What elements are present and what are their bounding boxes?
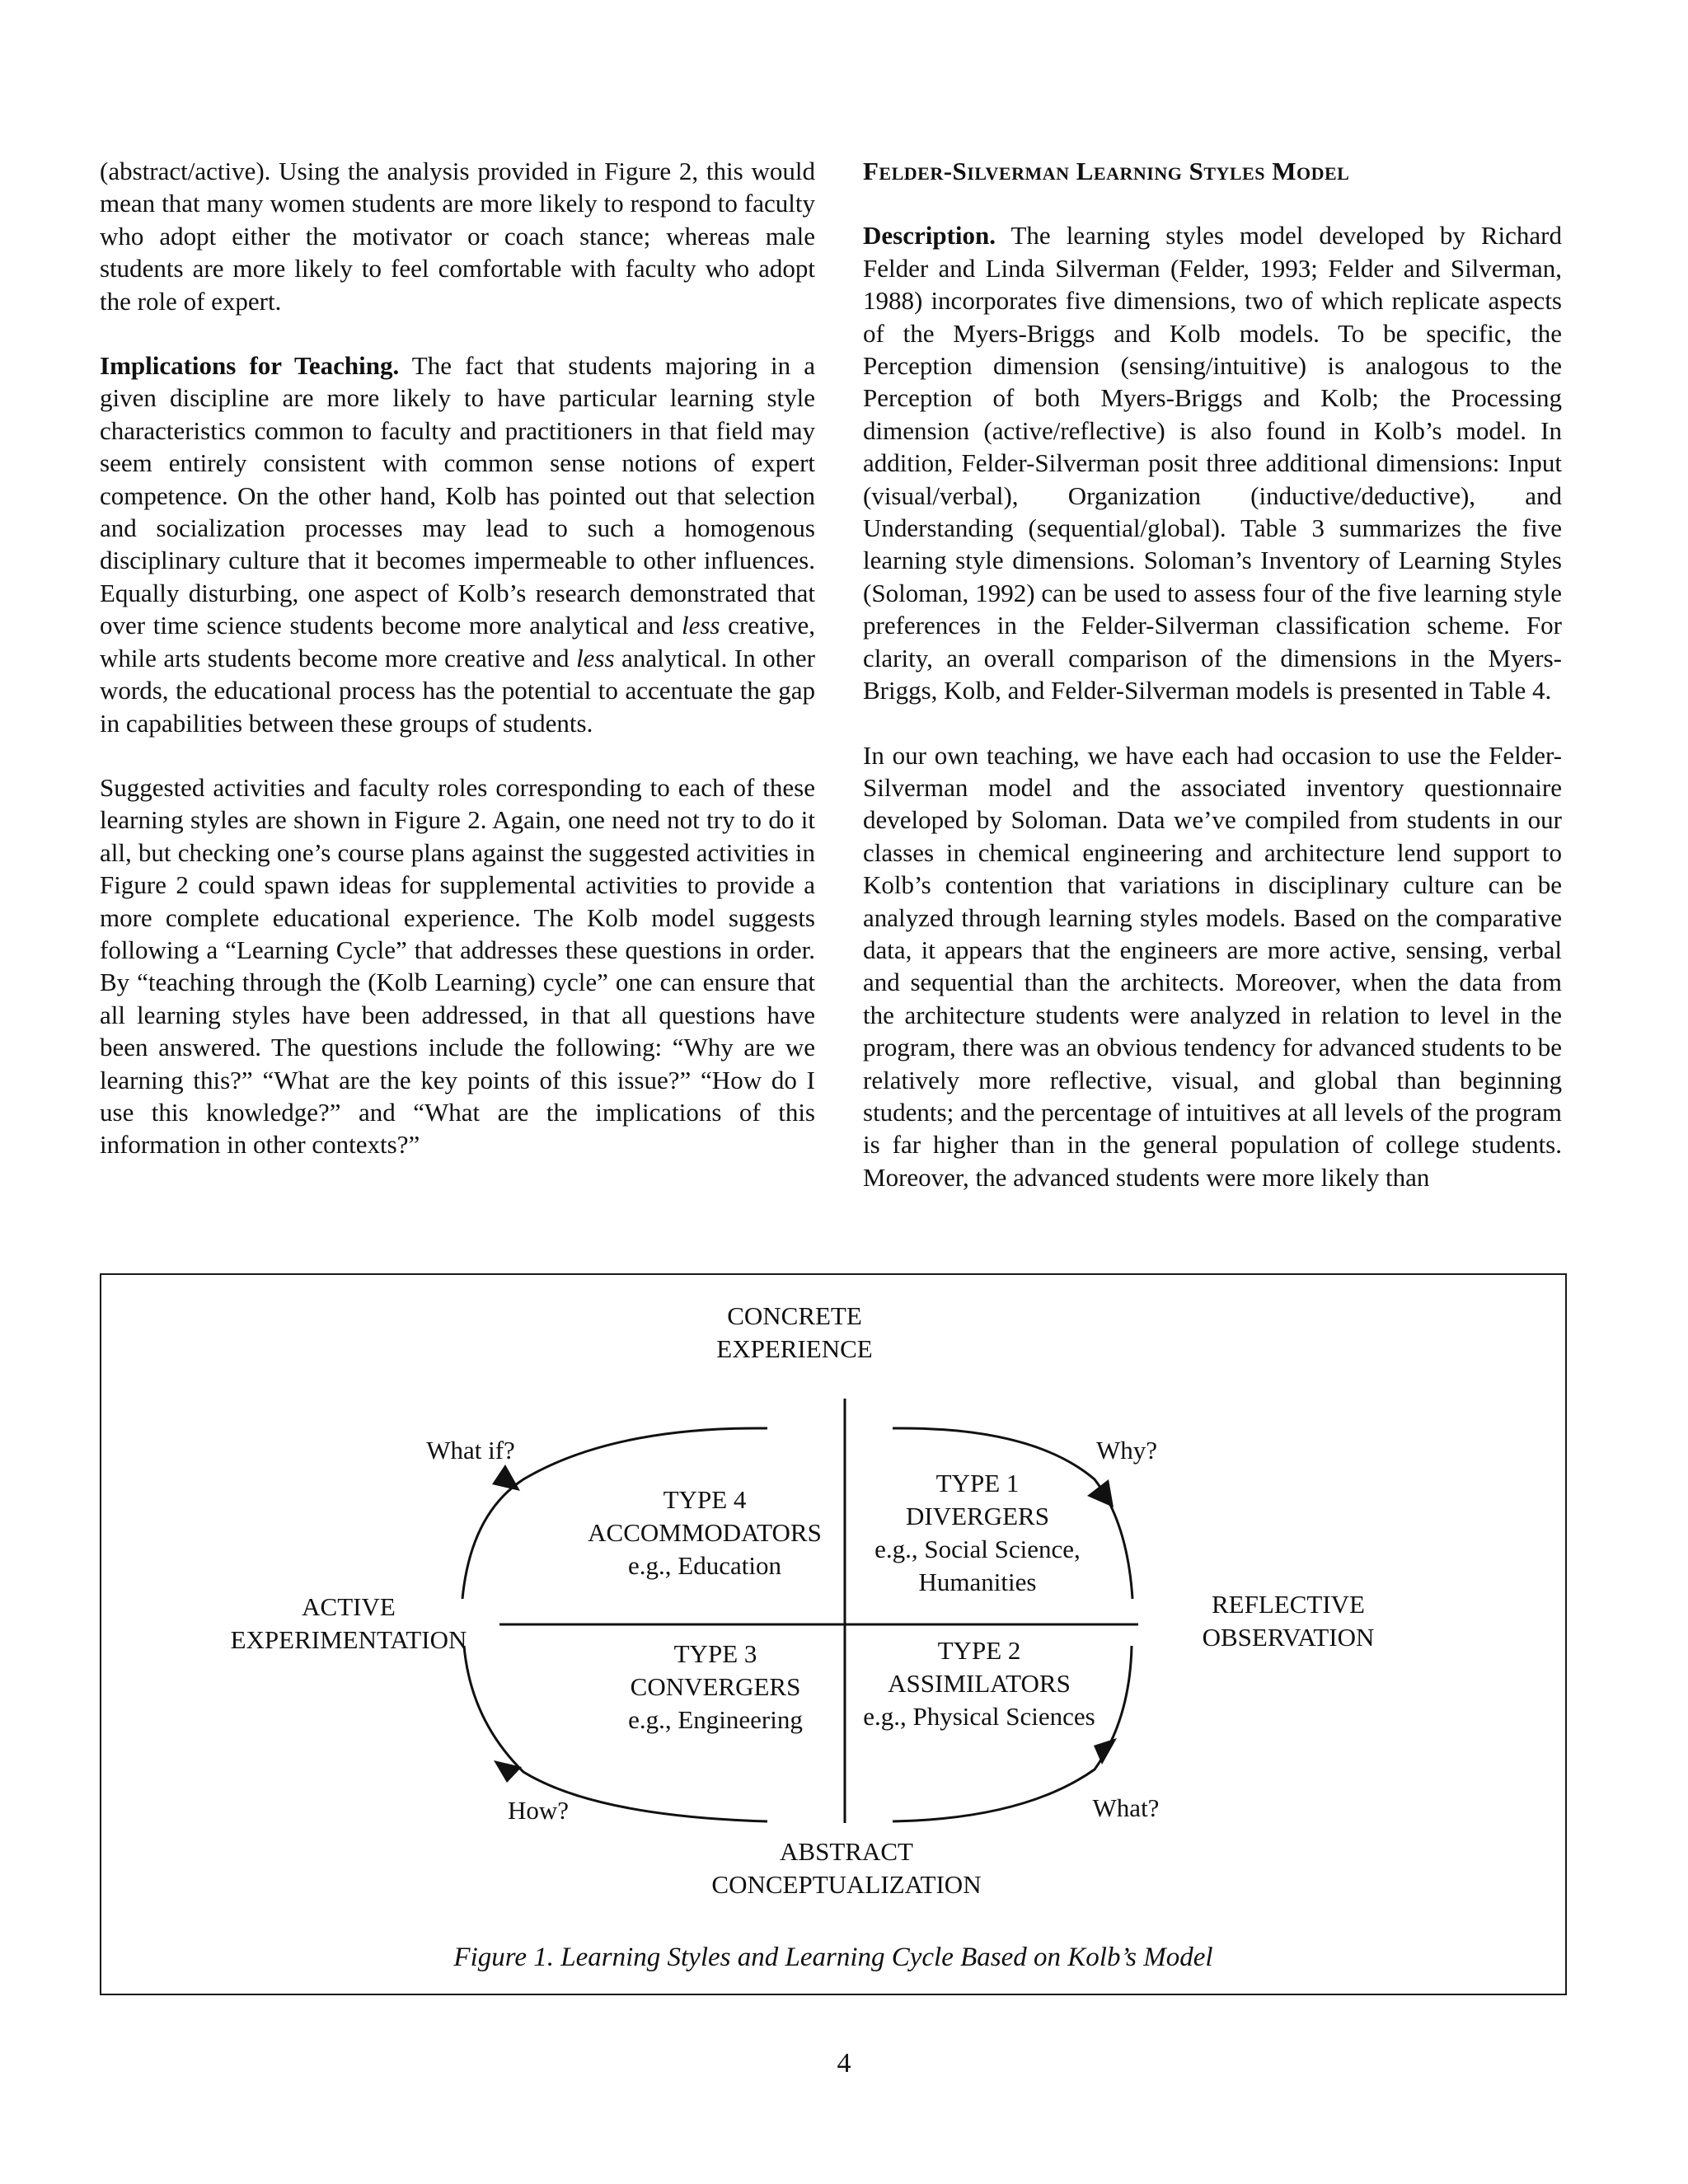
paragraph-implications	[100, 349, 815, 739]
text-segment: The fact that students majoring in a given discipline are more likely to have particular learning style characteristics common to faculty and practitioners in that field may seem entirely consistent with common sense notions of expert competence. On the other hand, Kolb has pointed out that selection and socialization processes may lead to such a homogenous disciplinary culture that it becomes impermeable to other influences. Equally disturbing, one aspect of Kolb’s research demonstrated that over time science students become more analytical and	[100, 351, 815, 640]
label-line: CONCEPTUALIZATION	[711, 1870, 982, 1899]
run-in-heading-description: Description.	[863, 221, 996, 251]
arrow-how	[494, 1760, 522, 1783]
question-what-if: What if?	[426, 1436, 515, 1465]
type-title: TYPE 2	[937, 1636, 1021, 1665]
section-heading: Felder-Silverman Learning Styles Model	[863, 157, 1350, 185]
text-segment: The learning styles model developed by Richard Felder and Linda Silverman (Felder, 1993; Felder and Silverman, 1988) incorporates five dimensions, two of which replicate aspects of the Myers-Briggs and Kolb models. To be specific, the Perception dimension (sensing/intuitive) is analogous to the Perception of both Myers-Briggs and Kolb; the Processing dimension (active/reflective) is also found in Kolb’s model. In addition, Felder-Silverman posit three additional dimensions: Input (visual/verbal), Organization (inductive/deductive), and Understanding (sequential/global). Table 3 summarizes the five learning style dimensions. Soloman’s Inventory of Learning Styles (Soloman, 1992) can be used to assess four of the five learning style preferences in the Felder-Silverman classification scheme. For clarity, an overall comparison of the dimensions in the Myers-Briggs, Kolb, and Felder-Silverman models is presented in Table 4.	[863, 221, 1562, 705]
type-example: e.g., Social Science,	[874, 1535, 1081, 1563]
label-line: OBSERVATION	[1202, 1623, 1375, 1652]
type-example: e.g., Physical Sciences	[863, 1702, 1095, 1731]
arrow-what-if	[492, 1465, 520, 1491]
emphasis-less: less	[576, 643, 615, 673]
paragraph-own-teaching: In our own teaching, we have each had occasion to use the Felder-Silverman model and the associated inventory questionnaire developed by Soloman. Data we’ve compiled from students in our classes in chemical engineering and architecture lend support to Kolb’s contention that variations in disciplinary culture can be analyzed through learning styles models. Based on the comparative data, it appears that the engineers are more active, sensing, verbal and sequential than the architects. Moreover, when the data from the architecture students were analyzed in relation to level in the program, there was an obvious tendency for advanced students to be relatively more reflective, visual, and global than beginning students; and the percentage of intuitives at all levels of the program is far higher than in the general population of college students. Moreover, the advanced students were more likely than	[863, 740, 1562, 1192]
type-name: CONVERGERS	[630, 1672, 801, 1701]
label-line: EXPERIENCE	[716, 1334, 873, 1363]
quadrant-type-2	[847, 1634, 1111, 1733]
type-name: ASSIMILATORS	[888, 1669, 1071, 1698]
type-example: Humanities	[918, 1568, 1037, 1596]
quadrant-type-4	[573, 1483, 837, 1582]
paragraph-abstract-active: (abstract/active). Using the analysis provided in Figure 2, this would mean that many women students are more likely to respond to faculty who adopt either the motivator or coach stance; whereas male students are more likely to feel comfortable with faculty who adopt the role of expert.	[100, 157, 815, 316]
arrow-what	[1094, 1738, 1117, 1765]
run-in-heading-implications: Implications for Teaching.	[100, 351, 400, 381]
label-active-experimentation	[209, 1591, 489, 1657]
quadrant-type-1	[846, 1467, 1109, 1599]
type-title: TYPE 1	[935, 1469, 1020, 1497]
figure-1-box	[100, 1273, 1567, 1995]
type-example: e.g., Engineering	[628, 1705, 803, 1734]
right-column	[863, 155, 1562, 1226]
paragraph-description	[863, 219, 1562, 706]
label-line: REFLECTIVE	[1212, 1590, 1365, 1619]
label-line: ACTIVE	[302, 1592, 396, 1621]
emphasis-less: less	[681, 611, 720, 640]
left-column	[100, 155, 815, 1193]
label-abstract-conceptualization	[682, 1835, 1011, 1901]
label-line: CONCRETE	[727, 1301, 862, 1330]
label-line: EXPERIMENTATION	[230, 1625, 467, 1654]
type-example: e.g., Education	[628, 1551, 781, 1580]
question-what: What?	[1092, 1793, 1160, 1822]
type-name: DIVERGERS	[906, 1502, 1049, 1530]
label-concrete-experience	[696, 1300, 893, 1366]
page-number: 4	[837, 2048, 851, 2079]
text-segment: creative, while arts students become more creative and	[100, 611, 815, 673]
text-segment: analytical. In other words, the educational process has the potential to accentuate the gap in capabilities between these groups of students.	[100, 643, 815, 738]
paragraph-suggested-activities: Suggested activities and faculty roles corresponding to each of these learning styles are shown in Figure 2. Again, one need not try to do it all, but checking one’s course plans against the suggested activities in Figure 2 could spawn ideas for supplemental activities to provide a more complete educational experience. The Kolb model suggests following a “Learning Cycle” that addresses these questions in order. By “teaching through the (Kolb Learning) cycle” one can ensure that all learning styles have been addressed, in that all questions have been answered. The questions include the following: “Why are we learning this?” “What are the key points of this issue?” “How do I use this knowledge?” and “What are the implications of this information in other contexts?”	[100, 772, 815, 1160]
type-title: TYPE 4	[663, 1485, 747, 1514]
label-line: ABSTRACT	[780, 1837, 913, 1866]
question-how: How?	[507, 1796, 570, 1825]
figure-caption: Figure 1. Learning Styles and Learning Cycle Based on Kolb’s Model	[453, 1943, 1213, 1972]
label-reflective-observation	[1165, 1588, 1412, 1654]
type-name: ACCOMMODATORS	[588, 1518, 822, 1547]
quadrant-type-3	[592, 1638, 839, 1736]
question-why: Why?	[1095, 1436, 1158, 1465]
type-title: TYPE 3	[673, 1639, 757, 1668]
